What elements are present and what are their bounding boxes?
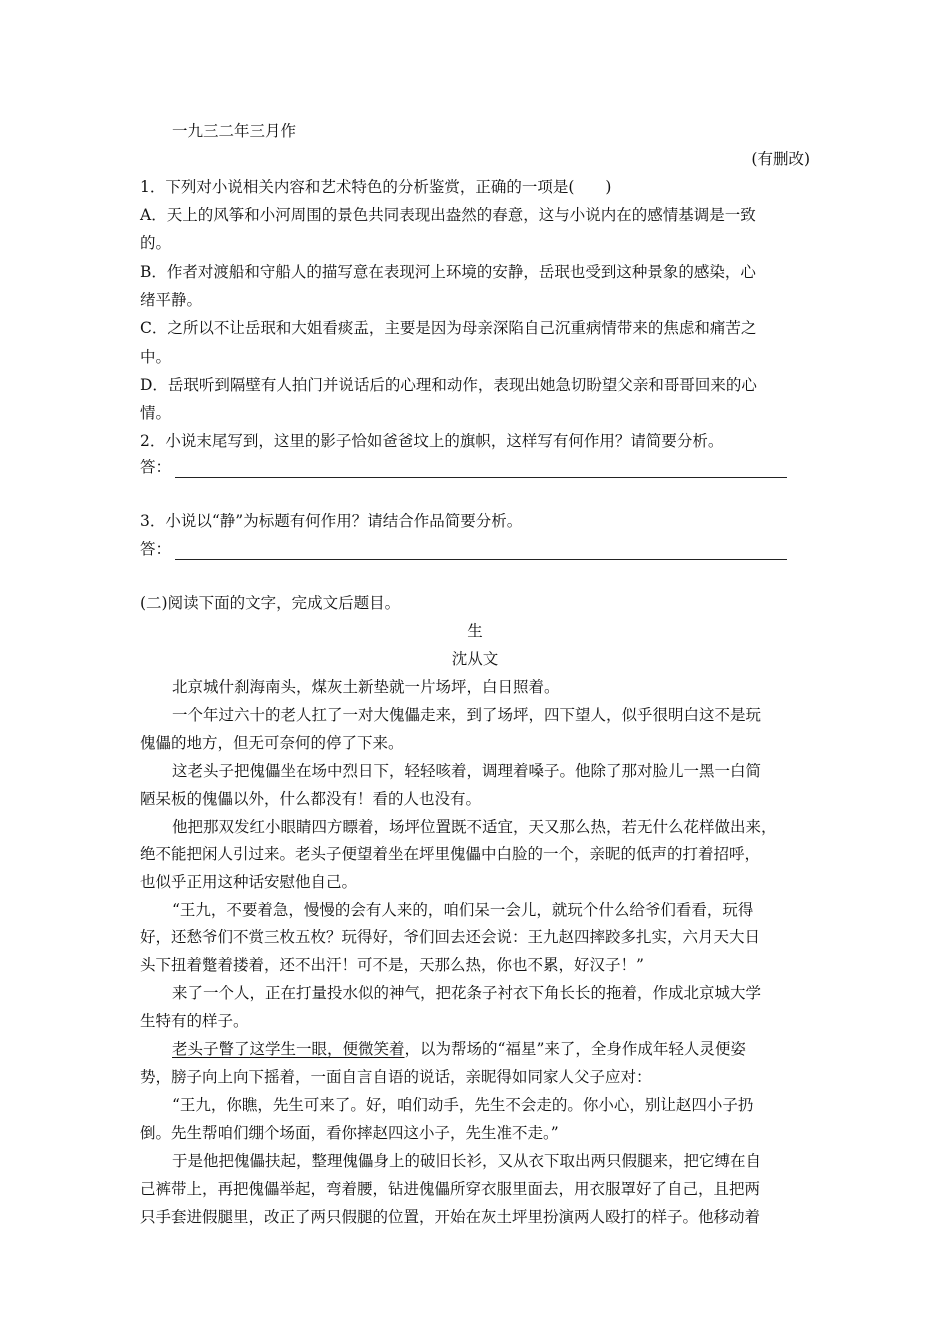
paragraph-5-line-2: 好，还愁爷们不赏三枚五枚？玩得好，爷们回去还会说：王九赵四摔跤多扎实，六月天大日: [140, 928, 761, 946]
paragraph-2-line-1: 一个年过六十的老人扛了一对大傀儡走来，到了场坪，四下望人，似乎很明白这不是玩: [172, 706, 762, 724]
paragraph-6-line-2: 生特有的样子。: [140, 1012, 249, 1030]
option-b-line-2: 绪平静。: [140, 291, 203, 309]
answer-blank[interactable]: [175, 461, 787, 478]
paragraph-7-line-1: [172, 1038, 746, 1060]
underlined-sentence: 老头子瞥了这学生一眼，便微笑着: [172, 1040, 405, 1058]
answer-line-1[interactable]: [140, 456, 787, 478]
paragraph-7-rest: ，以为帮场的“福星”来了，全身作成年轻人灵便姿: [404, 1040, 746, 1058]
answer-line-2[interactable]: [140, 538, 787, 560]
option-d-line-2: 情。: [140, 404, 172, 422]
paragraph-5-line-1: “王九，不要着急，慢慢的会有人来的，咱们呆一会儿，就玩个什么给爷们看看，玩得: [172, 901, 754, 919]
paragraph-4-line-1: 他把那双发红小眼睛四方瞟着，场坪位置既不适宜，天又那么热，若无什么花样做出来，: [172, 818, 777, 836]
edit-note: (有删改): [751, 150, 810, 168]
paragraph-9-line-1: 于是他把傀儡扶起，整理傀儡身上的破旧长衫，又从衣下取出两只假腿来，把它缚在自: [172, 1152, 762, 1170]
question-3-stem: 3．小说以“静”为标题有何作用？请结合作品简要分析。: [140, 512, 523, 530]
paragraph-3-line-1: 这老头子把傀儡坐在场中烈日下，轻轻咳着，调理着嗓子。他除了那对脸儿一黑一白简: [172, 762, 762, 780]
option-b-line-1: B．作者对渡船和守船人的描写意在表现河上环境的安静，岳珉也受到这种景象的感染，心: [140, 263, 756, 281]
date-line: 一九三二年三月作: [172, 122, 297, 140]
paragraph-2-line-2: 傀儡的地方，但无可奈何的停了下来。: [140, 734, 404, 752]
paragraph-4-line-2: 绝不能把闲人引过来。老头子便望着坐在坪里傀儡中白脸的一个，亲昵的低声的打着招呼，: [140, 845, 761, 863]
paragraph-5-line-3: 头下扭着蹩着搂着，还不出汗！可不是，天那么热，你也不累，好汉子！”: [140, 956, 644, 974]
answer-blank[interactable]: [175, 543, 787, 560]
paragraph-8-line-2: 倒。先生帮咱们绷个场面，看你摔赵四这小子，先生准不走。”: [140, 1124, 559, 1142]
answer-label: 答：: [140, 540, 172, 558]
section-intro: (二)阅读下面的文字，完成文后题目。: [140, 594, 401, 612]
paragraph-8-line-1: “王九，你瞧，先生可来了。好，咱们动手，先生不会走的。你小心，别让赵四小子扔: [172, 1096, 754, 1114]
paragraph-6-line-1: 来了一个人，正在打量投水似的神气，把花条子衬衣下角长长的拖着，作成北京城大学: [172, 984, 762, 1002]
option-a-line-1: A．天上的风筝和小河周围的景色共同表现出盎然的春意，这与小说内在的感情基调是一致: [140, 206, 756, 224]
paragraph-3-line-2: 陋呆板的傀儡以外，什么都没有！看的人也没有。: [140, 790, 482, 808]
question-2-stem: 2．小说末尾写到，这里的影子恰如爸爸坟上的旗帜，这样写有何作用？请简要分析。: [140, 432, 724, 450]
question-1-stem: 1．下列对小说相关内容和艺术特色的分析鉴赏，正确的一项是( ): [140, 178, 612, 196]
story-title: 生: [467, 622, 483, 640]
paragraph-7-line-2: 势，膀子向上向下摇着，一面自言自语的说话，亲昵得如同家人父子应对：: [140, 1068, 652, 1086]
option-d-line-1: D．岳珉听到隔壁有人拍门并说话后的心理和动作，表现出她急切盼望父亲和哥哥回来的心: [140, 376, 757, 394]
option-a-line-2: 的。: [140, 234, 172, 252]
option-c-line-2: 中。: [140, 348, 172, 366]
paragraph-9-line-3: 只手套进假腿里，改正了两只假腿的位置，开始在灰土坪里扮演两人殴打的样子。他移动着: [140, 1208, 761, 1226]
answer-label: 答：: [140, 458, 172, 476]
paragraph-9-line-2: 己裤带上，再把傀儡举起，弯着腰，钻进傀儡所穿衣服里面去，用衣服罩好了自己，且把两: [140, 1180, 761, 1198]
story-author: 沈从文: [451, 650, 499, 668]
option-c-line-1: C．之所以不让岳珉和大姐看痰盂，主要是因为母亲深陷自己沉重病情带来的焦虑和痛苦之: [140, 319, 757, 337]
paragraph-1: 北京城什刹海南头，煤灰土新垫就一片场坪，白日照着。: [172, 678, 560, 696]
paragraph-4-line-3: 也似乎正用这种话安慰他自己。: [140, 873, 358, 891]
